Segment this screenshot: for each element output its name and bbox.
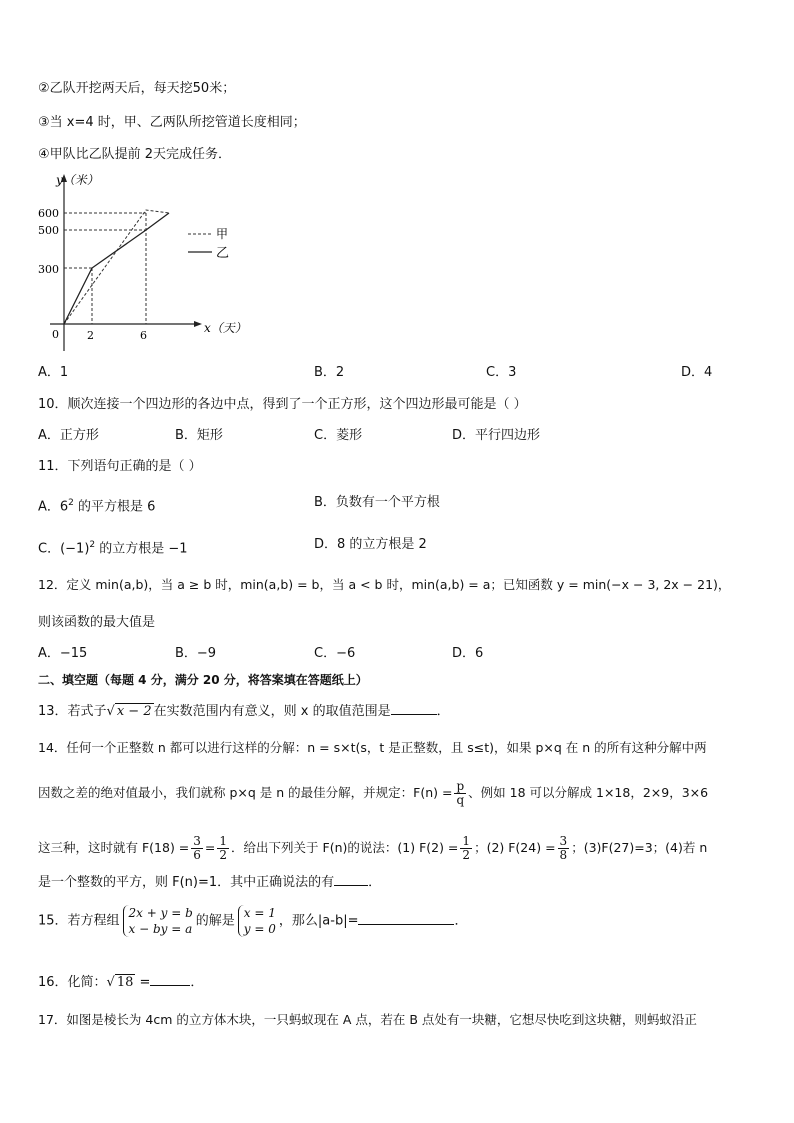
y-tick-600: 600 (38, 207, 59, 220)
q12-stem-line1: 12．定义 min(a,b)，当 a ≥ b 时，min(a,b) = b，当 a < b 时，min(a,b) = a；已知函数 y = min(−x − 3, 2x − 21)， (38, 577, 731, 592)
q11-option-d: D．8 的立方根是 2 (314, 537, 427, 552)
q11-stem: 11．下列语句正确的是（ ） (38, 459, 202, 474)
q10-option-b: B．矩形 (175, 428, 223, 443)
q9-option-a: A．1 (38, 365, 69, 380)
x-tick-2: 2 (87, 329, 94, 342)
q12-option-c: C．−6 (314, 646, 356, 661)
q15: 15．若方程组 2x + y = b x − by = a 的解是 x = 1 y = 0 ，那么|a-b|= ． (38, 906, 468, 936)
x-tick-6: 6 (140, 329, 147, 342)
q15-answer-blank[interactable] (358, 912, 454, 925)
legend-yi: 乙 (216, 246, 230, 261)
q12-option-b: B．−9 (175, 646, 217, 661)
q9-option-c: C．3 (486, 365, 517, 380)
q14-line1: 14．任何一个正整数 n 都可以进行这样的分解：n = s×t(s，t 是正整数，且 s≤t)，如果 p×q 在 n 的所有这种分解中两 (38, 740, 707, 755)
q11-option-b: B．负数有一个平方根 (314, 495, 440, 510)
q9-option-d: D．4 (681, 365, 713, 380)
statement-2: ②乙队开挖两天后，每天挖50米； (38, 81, 236, 96)
sqrt-sign: √ x − 2 (106, 704, 152, 719)
q12-stem-line2: 则该函数的最大值是 (38, 615, 156, 630)
q14-line3: 这三种，这时就有 F(18) = $\frac{3}{6}$ = $\frac{1}{2}$ ．给出下列关于 F(n)的说法：(1) F(2) = $\frac{1}{2}$ ；(2) F(24) = $\frac{3}{8}$ ；(3)F(27)=3；(4)若 n (38, 834, 708, 862)
x-tick-0: 0 (52, 328, 59, 341)
q16: 16．化简：√ 18 = ． (38, 975, 204, 990)
series-jia-line (64, 210, 169, 324)
q13: 13．若式子√ x − 2 在实数范围内有意义，则 x 的取值范围是 ． (38, 704, 450, 719)
q13-answer-blank[interactable] (391, 702, 437, 715)
q17-stem: 17．如图是棱长为 4cm 的立方体木块，一只蚂蚁现在 A 点，若在 B 点处有一块糖，它想尽快吃到这块糖，则蚂蚁沿正 (38, 1012, 697, 1027)
q14-line4: 是一个整数的平方，则 F(n)=1．其中正确说法的有 ． (38, 875, 382, 890)
q14-answer-blank[interactable] (334, 873, 368, 886)
q10-option-d: D．平行四边形 (452, 428, 541, 443)
q10-stem: 10．顺次连接一个四边形的各边中点，得到了一个正方形，这个四边形最可能是（ ） (38, 397, 527, 412)
q12-option-a: A．−15 (38, 646, 88, 661)
statement-4: ④甲队比乙队提前 2天完成任务． (38, 147, 232, 162)
x-axis-label: x（天） (204, 321, 247, 335)
y-axis-label: y（米） (56, 173, 99, 187)
statement-3: ③当 x=4 时，甲、乙两队所挖管道长度相同； (38, 115, 306, 130)
y-tick-500: 500 (38, 224, 59, 237)
y-tick-300: 300 (38, 263, 59, 276)
q16-answer-blank[interactable] (150, 973, 190, 986)
q10-option-c: C．菱形 (314, 428, 363, 443)
legend-jia: 甲 (216, 227, 229, 241)
section-2-heading: 二、填空题（每题 4 分，满分 20 分，将答案填在答题纸上） (38, 673, 368, 687)
x-axis-arrow (194, 321, 202, 327)
q12-option-d: D．6 (452, 646, 484, 661)
q15-solution-system: x = 1 y = 0 (238, 905, 276, 937)
q11-option-a: A．$6^2$ 的平方根是 6 (38, 498, 156, 515)
line-graph (30, 168, 260, 353)
q11-option-c: C．$(-1)^2$ 的立方根是 −1 (38, 540, 188, 557)
q15-equation-system: 2x + y = b x − by = a (123, 905, 193, 937)
q9-option-b: B．2 (314, 365, 345, 380)
q10-option-a: A．正方形 (38, 428, 99, 443)
q14-line2: 因数之差的绝对值最小，我们就称 p×q 是 n 的最佳分解，并规定：F(n) = $\frac{p}{q}$ 、例如 18 可以分解成 1×18，2×9，3×6 (38, 779, 709, 807)
